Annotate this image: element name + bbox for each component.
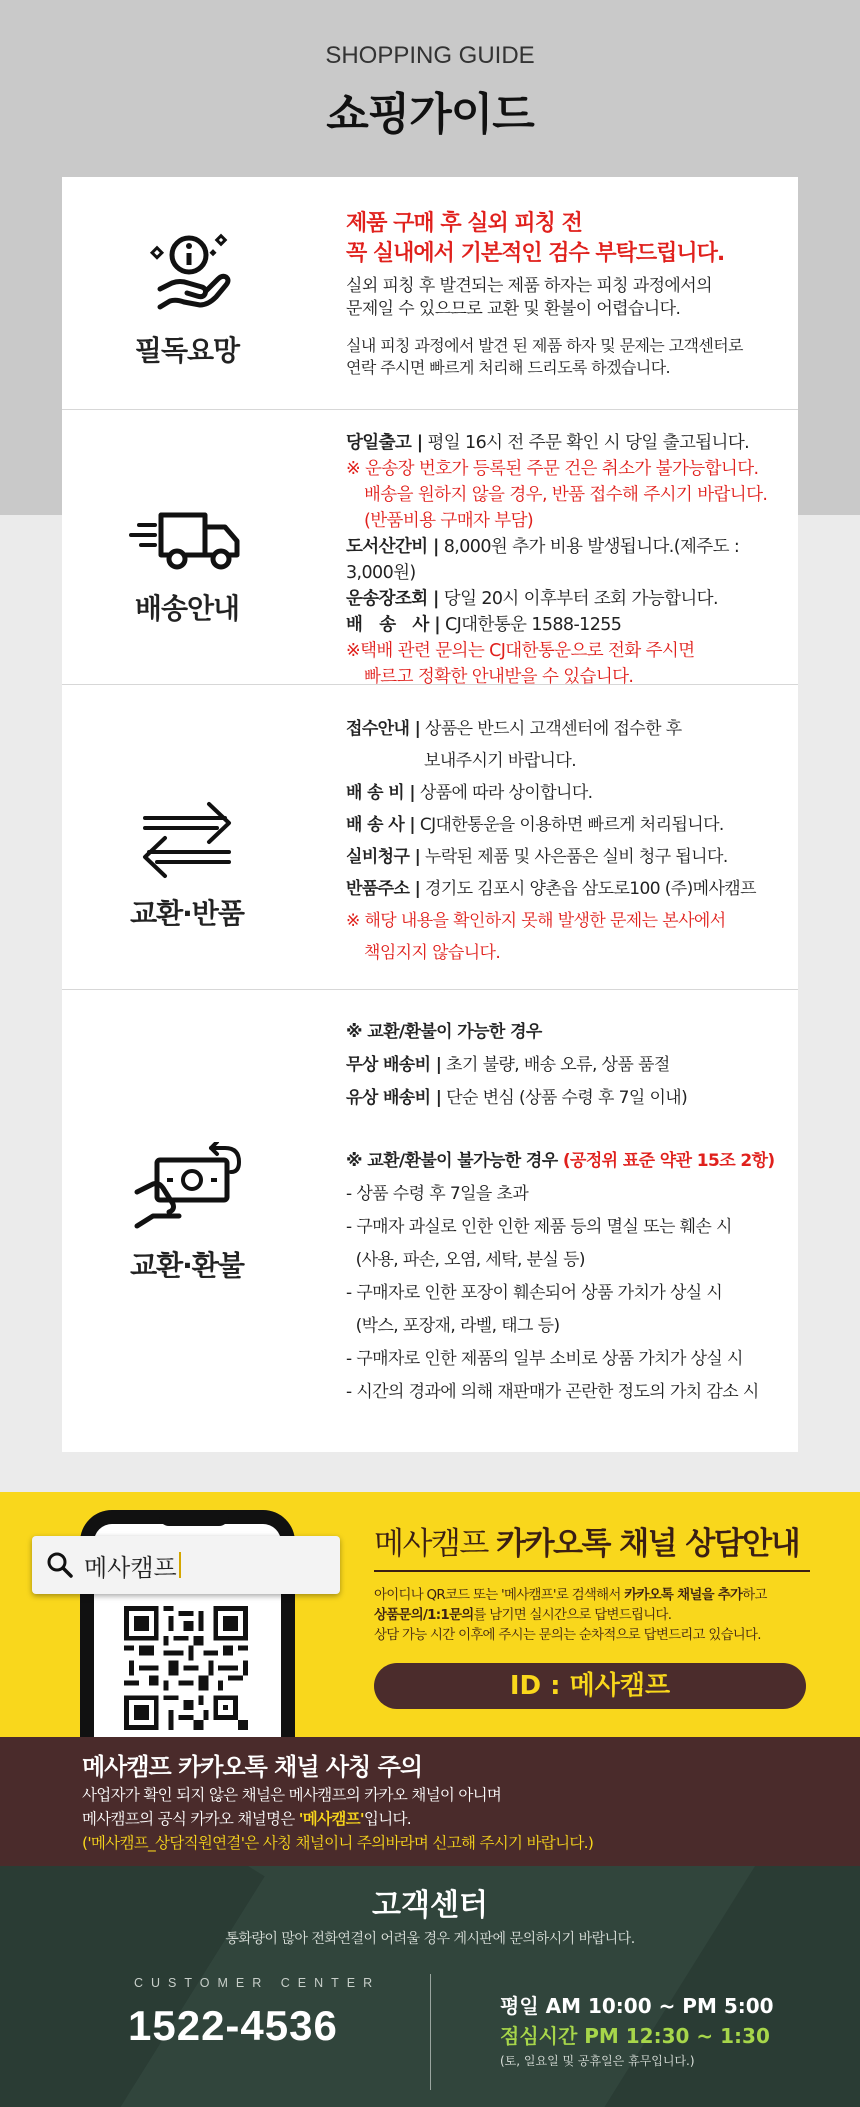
warning-title: 메사캠프 카카오톡 채널 사칭 주의 [82,1753,422,1781]
section-notice-title: 필독요망 [134,334,240,367]
refund-line-impossible [346,1145,786,1178]
kakao-desc-line2 [374,1606,824,1626]
refund-item: (박스, 포장재, 라벨, 태그 등) [346,1316,560,1336]
page-title: 쇼핑가이드 [326,89,534,140]
section-refund [62,990,798,1452]
kakao-divider [374,1570,810,1572]
refund-paid-key: 유상 배송비 | [346,1088,442,1108]
guide-card [62,177,798,1452]
money-hand-icon [127,1142,247,1232]
delivery-return-note: 배송을 원하지 않을 경우, 반품 접수해 주시기 바랍니다. [364,485,768,505]
notice-paragraph-2 [346,335,786,379]
refund-item: - 구매자 과실로 인한 인한 제품 등의 멸실 또는 훼손 시 [346,1217,732,1237]
section-exchange-icon-wrap [62,790,312,932]
section-exchange-title: 교환·반품 [130,897,244,930]
section-delivery-title: 배송안내 [134,592,240,625]
delivery-line-tracking [346,586,786,612]
refund-item: - 구매자로 인한 포장이 훼손되어 상품 가치가 상실 시 [346,1283,723,1303]
refund-paid-val: 단순 변심 (상품 수령 후 7일 이내) [441,1088,688,1108]
exchange-receipt-key: 접수안내 | [346,719,421,739]
section-refund-body [346,1016,786,1409]
delivery-line-same-day [346,430,786,456]
section-notice [62,177,798,410]
section-refund-icon-wrap [62,1142,312,1284]
warning-line2-c: 입니다. [363,1810,411,1828]
kakao-title [374,1518,814,1563]
customer-center-subtitle: 통화량이 많아 전화연결이 어려울 경우 게시판에 문의하시기 바랍니다. [225,1931,635,1947]
exchange-line-carrier [346,809,786,841]
page-title-en: SHOPPING GUIDE [325,42,535,69]
exchange-line-receipt [346,713,786,745]
notice-heading-2: 꼭 실내에서 기본적인 검수 부탁드립니다. [346,241,725,266]
search-icon [46,1551,74,1579]
impersonation-warning [0,1737,860,1866]
delivery-cancel-note: ※ 운송장 번호가 등록된 주문 건은 취소가 불가능합니다. [346,459,759,479]
delivery-tracking-key: 운송장조회 | [346,589,439,609]
kakao-desc1-c: 하고 [742,1588,767,1603]
customer-center-title: 고객센터 [372,1888,488,1923]
text-caret [179,1552,181,1578]
refund-possible-title: ※ 교환/환불이 가능한 경우 [346,1022,542,1042]
refund-item: - 시간의 경과에 의해 재판매가 곤란한 정도의 가치 감소 시 [346,1382,759,1402]
kakao-id-button[interactable]: ID : 메사캠프 [374,1663,806,1709]
refund-free-val: 초기 불량, 배송 오류, 상품 품절 [441,1055,670,1075]
exchange-charge-key: 실비청구 | [346,847,421,867]
delivery-remote-key: 도서산간비 | [346,537,439,557]
delivery-same-day-val: 평일 16시 전 주문 확인 시 당일 출고됩니다. [422,433,750,453]
exchange-carrier-key: 배 송 사 | [346,815,416,835]
notice-p2-line1: 실내 피칭 과정에서 발견 된 제품 하자 및 문제는 고객센터로 [346,336,743,355]
section-refund-title: 교환·환불 [130,1249,244,1282]
exchange-line-charge [346,841,786,873]
notice-p1-line2: 문제일 수 있으므로 교환 및 환불이 어렵습니다. [346,299,681,319]
refund-item: - 구매자로 인한 제품의 일부 소비로 상품 가치가 상실 시 [346,1349,743,1369]
exchange-receipt-val-2: 보내주시기 바랍니다. [424,751,577,771]
exchange-carrier-val: CJ대한통운을 이용하면 빠르게 처리됩니다. [415,815,724,835]
delivery-tracking-val: 당일 20시 이후부터 조회 가능합니다. [438,589,718,609]
notice-heading-1: 제품 구매 후 실외 피칭 전 [346,211,582,236]
section-delivery-body [346,430,786,690]
kakao-desc-line3: 상담 가능 시간 이후에 주시는 문의는 순차적으로 답변드리고 있습니다. [374,1628,761,1643]
refund-free-key: 무상 배송비 | [346,1055,442,1075]
notice-paragraph-1 [346,275,786,321]
refund-impossible-note: (공정위 표준 약관 15조 2항) [557,1151,775,1171]
kakao-desc2-a: 상품문의/1:1문의 [374,1608,474,1623]
notice-p1-line1: 실외 피칭 후 발견되는 제품 하자는 피칭 과정에서의 [346,276,712,296]
kakao-desc2-b: 를 남기면 실시간으로 답변드립니다. [473,1608,672,1623]
warning-line3: ('메사캠프_상담직원연결'은 사칭 채널이니 주의바라며 신고해 주시기 바랍니다.) [82,1834,594,1852]
exchange-arrows-icon [137,790,237,880]
delivery-remote-val: 8,000원 추가 비용 발생됩니다.(제주도 : 3,000원) [346,537,740,583]
refund-impossible-title: ※ 교환/환불이 불가능한 경우 [346,1151,558,1171]
delivery-cost-note: (반품비용 구매자 부담) [364,511,534,531]
page-header [0,42,860,142]
delivery-inquiry-note: ※택배 관련 문의는 CJ대한통운으로 전화 주시면 [346,641,695,661]
hand-info-icon [132,227,242,317]
section-delivery-icon-wrap [62,505,312,627]
kakao-title-main: 카카오톡 채널 상담안내 [496,1526,800,1562]
delivery-carrier-key: 배 송 사 | [346,615,440,635]
exchange-fee-val: 상품에 따라 상이합니다. [415,783,593,803]
exchange-receipt-val: 상품은 반드시 고객센터에 접수한 후 [420,719,682,739]
exchange-fee-key: 배 송 비 | [346,783,416,803]
kakao-search-text: 메사캠프 [84,1553,177,1582]
delivery-line-remote [346,534,786,586]
kakao-title-brand: 메사캠프 [374,1526,497,1562]
hours-lunch: 점심시간 PM 12:30 ~ 1:30 [500,2024,770,2048]
refund-item: - 상품 수령 후 7일을 초과 [346,1184,529,1204]
kakao-description [374,1586,824,1646]
customer-center [0,1866,860,2107]
section-delivery [62,410,798,685]
warning-line2 [82,1807,842,1831]
refund-line-free [346,1049,786,1082]
section-notice-body [346,209,786,379]
hours-note: (토, 일요일 및 공휴일은 휴무입니다.) [500,2054,695,2068]
customer-center-label-en: CUSTOMER CENTER [134,1976,381,1990]
delivery-inquiry-note-2: 빠르고 정확한 안내받을 수 있습니다. [364,667,634,687]
qr-code-icon[interactable] [124,1606,248,1730]
exchange-line-fee [346,777,786,809]
delivery-truck-icon [127,505,247,575]
exchange-address-key: 반품주소 | [346,879,421,899]
notice-p2-line2: 연락 주시면 빠르게 처리해 드리도록 하겠습니다. [346,358,671,377]
phone-notch [159,1510,229,1526]
exchange-charge-val: 누락된 제품 및 사은품은 실비 청구 됩니다. [420,847,728,867]
kakao-search-bar[interactable] [32,1536,340,1594]
warning-line2-b: '메사캠프' [298,1810,364,1828]
delivery-line-carrier [346,612,786,638]
exchange-address-val: 경기도 김포시 양촌읍 삼도로100 (주)메사캠프 [420,879,756,899]
section-exchange-body [346,713,786,969]
hours-weekday: 평일 AM 10:00 ~ PM 5:00 [500,1994,774,2018]
refund-item: (사용, 파손, 오염, 세탁, 분실 등) [346,1250,585,1270]
warning-line1: 사업자가 확인 되지 않은 채널은 메사캠프의 카카오 채널이 아니며 [82,1786,502,1804]
section-notice-icon-wrap [62,227,312,369]
customer-center-phone[interactable]: 1522-4536 [128,2002,338,2049]
refund-line-paid [346,1082,786,1115]
customer-center-divider [430,1974,431,2090]
exchange-disclaimer: ※ 해당 내용을 확인하지 못해 발생한 문제는 본사에서 [346,911,726,931]
section-exchange [62,685,798,990]
refund-spacer [346,1115,786,1145]
exchange-disclaimer-2: 책임지지 않습니다. [364,943,501,963]
exchange-line-address [346,873,786,905]
warning-line2-a: 메사캠프의 공식 카카오 채널명은 [82,1810,299,1828]
delivery-same-day-key: 당일출고 | [346,433,423,453]
kakao-desc1-b: 카카오톡 채널을 추가 [624,1588,743,1603]
delivery-carrier-val: CJ대한통운 1588-1255 [440,615,622,635]
kakao-desc1-a: 아이디나 QR코드 또는 '메사캠프'로 검색해서 [374,1588,625,1603]
kakao-desc-line1 [374,1586,824,1606]
warning-body [82,1783,842,1855]
